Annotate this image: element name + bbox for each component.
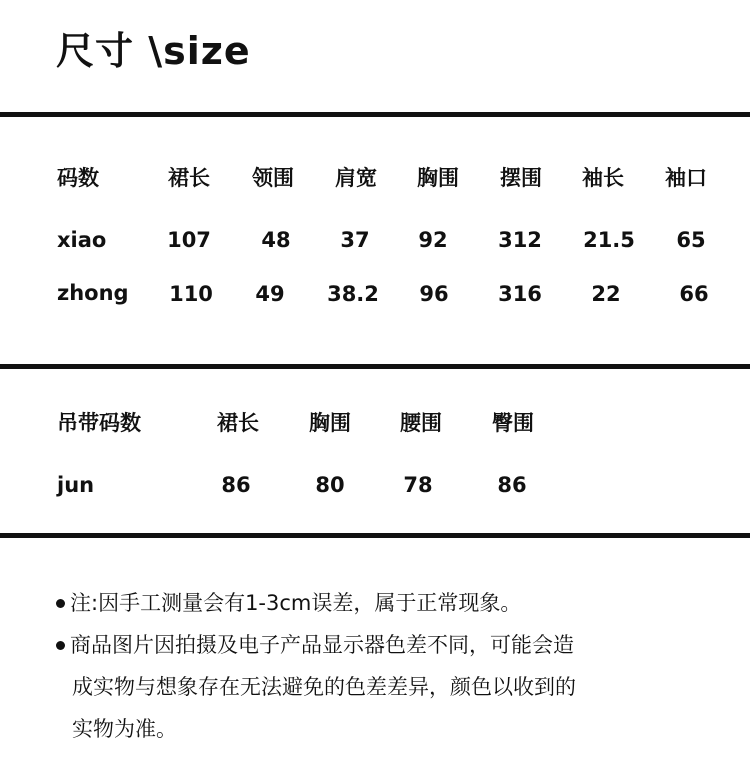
table1-header-dress-length: 裙长: [168, 166, 210, 190]
table1-row1-hem: 312: [498, 228, 542, 252]
bullet-icon: [56, 599, 65, 608]
table1-header-size: 码数: [57, 166, 99, 190]
page-title: 尺寸 \size: [56, 29, 251, 73]
table2-header-hip: 臀围: [492, 411, 534, 435]
table2-row1-size: jun: [57, 473, 95, 497]
table1-header-bust: 胸围: [417, 166, 459, 190]
table1-header-shoulder: 肩宽: [335, 166, 377, 190]
table2-row1-hip: 86: [497, 473, 527, 497]
divider-middle: [0, 364, 750, 369]
divider-bottom: [0, 533, 750, 538]
note-text: 注:因手工测量会有1-3cm误差，属于正常现象。: [70, 591, 522, 615]
table1-row2-neck: 49: [255, 282, 285, 306]
table2-header-dress-length: 裙长: [217, 411, 259, 435]
table1-header-neck: 领围: [252, 166, 294, 190]
table2-header-waist: 腰围: [400, 411, 442, 435]
table1-row1-shoulder: 37: [340, 228, 370, 252]
table1-row2-sleeve-length: 22: [591, 282, 621, 306]
notes-section: [56, 582, 716, 750]
note-continuation: 成实物与想象存在无法避免的色差差异，颜色以收到的: [72, 675, 576, 699]
table2-row1-bust: 80: [315, 473, 345, 497]
table1-row1-bust: 92: [418, 228, 448, 252]
table2-header-strap-size: 吊带码数: [57, 411, 141, 435]
divider-top: [0, 112, 750, 117]
table1-header-sleeve-length: 袖长: [582, 166, 624, 190]
note-text: 商品图片因拍摄及电子产品显示器色差不同，可能会造: [70, 633, 574, 657]
table1-row2-cuff: 66: [679, 282, 709, 306]
table1-row1-cuff: 65: [676, 228, 706, 252]
table2-header-bust: 胸围: [309, 411, 351, 435]
table1-row1-dress-length: 107: [167, 228, 211, 252]
note-item: [56, 582, 716, 624]
table2-row1-dress-length: 86: [221, 473, 251, 497]
table1-row2-dress-length: 110: [169, 282, 213, 306]
table1-row2-size: zhong: [57, 281, 129, 305]
table1-row1-sleeve-length: 21.5: [583, 228, 635, 252]
table1-row1-size: xiao: [57, 228, 107, 252]
note-continuation: 实物为准。: [72, 717, 177, 741]
table1-header-hem: 摆围: [500, 166, 542, 190]
table1-row2-hem: 316: [498, 282, 542, 306]
note-item: [56, 624, 716, 666]
bullet-icon: [56, 641, 65, 650]
table1-row2-bust: 96: [419, 282, 449, 306]
table1-header-cuff: 袖口: [665, 166, 707, 190]
table2-row1-waist: 78: [403, 473, 433, 497]
table1-row1-neck: 48: [261, 228, 291, 252]
table1-row2-shoulder: 38.2: [327, 282, 379, 306]
